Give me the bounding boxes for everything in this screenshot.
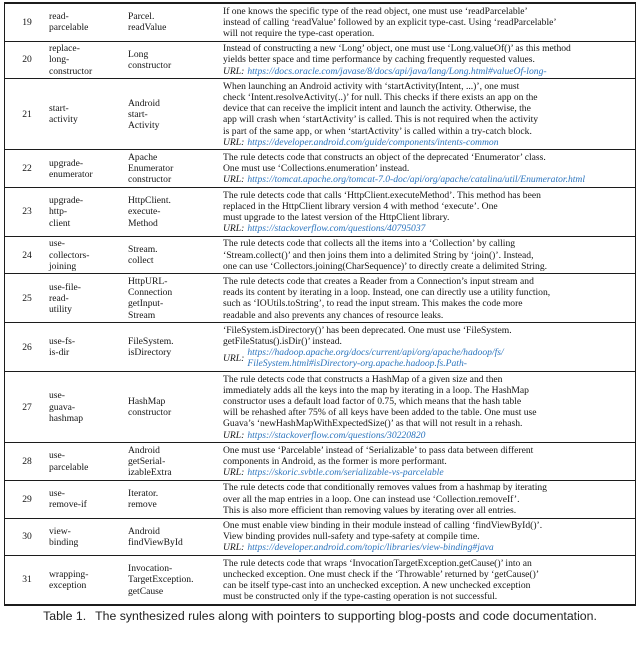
- method-name-line: Enumerator: [128, 163, 174, 175]
- rule-name-line: guava-: [49, 401, 76, 413]
- rule-name-cell: [49, 42, 128, 79]
- rule-name-cell: [49, 481, 128, 518]
- url-label: URL:: [223, 136, 245, 148]
- description-line: If one knows the specific type of the read object, one must use ‘readParcelable’: [223, 5, 528, 17]
- method-name-line: Method: [128, 217, 158, 229]
- url-link[interactable]: https://stackoverflow.com/questions/30220820: [247, 429, 426, 441]
- method-cell: [128, 4, 223, 41]
- table-caption-label: Table 1.: [43, 608, 87, 623]
- method-cell: [128, 274, 223, 322]
- url-label: URL:: [223, 467, 245, 479]
- url-link[interactable]: https://tomcat.apache.org/tomcat-7.0-doc/api/org/apache/catalina/util/Enumerator.html: [247, 174, 586, 186]
- row-number-cell: [5, 4, 49, 41]
- url-line: [223, 66, 632, 77]
- description-cell: [223, 556, 635, 604]
- url-label: URL:: [223, 352, 245, 364]
- rule-name-cell: [49, 556, 128, 604]
- method-name-line: start-: [128, 108, 148, 120]
- method-cell: [128, 556, 223, 604]
- rule-name-cell: [49, 323, 128, 371]
- method-name-line: Stream: [128, 309, 156, 321]
- description-line: must be constructed only if the type-casting operation is not successful.: [223, 591, 498, 603]
- row-number: 25: [22, 292, 32, 304]
- url-line: [223, 430, 632, 441]
- description-line: constructor uses a default load factor of 0.75, which means that the hash table: [223, 396, 522, 407]
- row-number-cell: [5, 150, 49, 187]
- method-name-line: Iterator.: [128, 488, 159, 500]
- row-number: 20: [22, 54, 32, 66]
- method-name-line: Connection: [128, 287, 173, 299]
- method-name-line: Apache: [128, 151, 158, 163]
- row-number-cell: [5, 443, 49, 480]
- rule-name-cell: [49, 79, 128, 149]
- method-name-line: constructor: [128, 174, 172, 186]
- description-line: The rule detects code that calls ‘HttpClient.executeMethod’. This method has been: [223, 189, 541, 201]
- rule-name-cell: [49, 150, 128, 187]
- row-number: 31: [22, 574, 32, 586]
- url-link-stack: [247, 347, 503, 369]
- description-line: check ‘Intent.resolveActivity(..)’ for null. This checks if there exists an app on the: [223, 91, 538, 103]
- row-number-cell: [5, 519, 49, 556]
- url-label: URL:: [223, 542, 245, 554]
- row-number-cell: [5, 42, 49, 79]
- description-line: One must use ‘Parcelable’ instead of ‘Serializable’ to pass data between different: [223, 444, 534, 456]
- table-caption: [0, 609, 640, 623]
- description-line: reads its content by iterating in a loop. Instead, one can directly use a utility function,: [223, 287, 551, 299]
- method-name-line: constructor: [128, 407, 172, 419]
- description-line: app will crash when ‘startActivity’ is called. This is not required when the activity: [223, 114, 539, 126]
- description-line: ‘FileSystem.isDirectory()’ has been deprecated. One must use ‘FileSystem.: [223, 324, 512, 336]
- description-line: yields better space and time performance by caching frequently requested values.: [223, 54, 535, 66]
- table-row: [5, 150, 635, 188]
- method-cell: [128, 481, 223, 518]
- table-row: [5, 481, 635, 519]
- description-line: unchecked exception. One must check if the ‘Throwable’ returned by ‘getCause()’: [223, 568, 540, 580]
- description-line: is part of the same app, or when ‘startActivity’ is called within a try-catch block.: [223, 125, 532, 137]
- table-row: [5, 79, 635, 150]
- table-row: [5, 519, 635, 557]
- rule-name-line: use-: [49, 238, 65, 250]
- rule-name-line: read-: [49, 11, 69, 23]
- rule-name-line: constructor: [49, 65, 93, 77]
- description-line: The rule detects code that conditionally removes values from a hashmap by iterating: [223, 482, 547, 494]
- description-line: ‘Stream.collect()’ and then joins them into a delimited String by ‘join()’. Instead,: [223, 249, 534, 261]
- method-name-line: findViewById: [128, 536, 183, 548]
- rule-name-line: activity: [49, 114, 78, 126]
- row-number: 19: [22, 16, 32, 28]
- url-link[interactable]: https://skoric.svbtle.com/serializable-vs-parcelable: [247, 467, 444, 479]
- row-number-cell: [5, 237, 49, 274]
- method-name-line: getInput-: [128, 298, 164, 310]
- description-line: immediately adds all the keys into the map by iterating in a loop. The HashMap: [223, 384, 529, 396]
- description-cell: [223, 42, 635, 79]
- method-cell: [128, 150, 223, 187]
- table-row: [5, 323, 635, 372]
- rule-name-line: client: [49, 217, 71, 229]
- description-cell: [223, 188, 635, 236]
- method-name-line: Invocation-: [128, 563, 173, 575]
- method-name-line: getCause: [128, 585, 164, 597]
- url-link[interactable]: https://developer.android.com/guide/components/intents-common: [247, 136, 499, 148]
- table-row: [5, 372, 635, 443]
- description-line: The rule detects code that constructs an object of the deprecated ‘Enumerator’ class.: [223, 151, 546, 163]
- url-line: [223, 223, 632, 234]
- description-line: getFileStatus().isDir()’ instead.: [223, 335, 342, 347]
- method-cell: [128, 443, 223, 480]
- rule-name-line: hashmap: [49, 412, 84, 424]
- method-cell: [128, 519, 223, 556]
- rule-name-line: use-: [49, 450, 65, 462]
- description-cell: [223, 372, 635, 442]
- url-label: URL:: [223, 429, 245, 441]
- row-number: 23: [22, 206, 32, 218]
- table-row: [5, 4, 635, 42]
- description-line: replaced in the HttpClient library version 4 with method ‘execute’. One: [223, 200, 498, 212]
- description-line: components in Android, as the former is more performant.: [223, 456, 447, 468]
- method-name-line: constructor: [128, 59, 172, 71]
- table-row: [5, 443, 635, 481]
- description-line: View binding provides null-safety and type-safety at compile time.: [223, 531, 480, 543]
- method-name-line: Android: [128, 525, 160, 537]
- rule-name-line: parcelable: [49, 22, 89, 34]
- description-line: Instead of constructing a new ‘Long’ object, one must use ‘Long.valueOf()’ as this method: [223, 43, 571, 55]
- url-label: URL:: [223, 223, 245, 235]
- rule-name-line: use-: [49, 488, 65, 500]
- rule-name-cell: [49, 519, 128, 556]
- rule-name-line: is-dir: [49, 347, 70, 359]
- method-name-line: Long: [128, 48, 149, 60]
- method-name-line: Activity: [128, 119, 160, 131]
- row-number: 22: [22, 163, 32, 175]
- method-name-line: TargetException.: [128, 574, 194, 586]
- rule-name-line: upgrade-: [49, 195, 84, 207]
- url-link[interactable]: https://stackoverflow.com/questions/40795037: [247, 223, 426, 235]
- description-line: such as ‘IOUtils.toString’, to read the input stream. This makes the code more: [223, 298, 523, 310]
- rule-name-line: upgrade-: [49, 157, 84, 169]
- rule-name-line: enumerator: [49, 168, 93, 180]
- method-cell: [128, 237, 223, 274]
- rule-name-line: collectors-: [49, 249, 90, 261]
- method-name-line: HttpURL-: [128, 275, 168, 287]
- url-multiline: [223, 347, 632, 369]
- description-line: over all the map entries in a loop. One can instead use ‘Collection.removeIf’.: [223, 493, 520, 505]
- row-number: 27: [22, 401, 32, 413]
- url-label: URL:: [223, 174, 245, 186]
- row-number: 29: [22, 493, 32, 505]
- method-name-line: Android: [128, 97, 160, 109]
- rules-table: [4, 2, 636, 606]
- description-line: one can use ‘Collectors.joining(CharSequence)’ to directly create a delimited String.: [223, 260, 548, 272]
- row-number-cell: [5, 481, 49, 518]
- row-number-cell: [5, 79, 49, 149]
- rule-name-line: parcelable: [49, 461, 89, 473]
- rule-name-line: read-: [49, 292, 69, 304]
- rule-name-line: long-: [49, 54, 70, 66]
- row-number: 28: [22, 456, 32, 468]
- method-name-line: izableExtra: [128, 467, 172, 479]
- description-line: The rule detects code that constructs a HashMap of a given size and then: [223, 373, 503, 385]
- description-line: will be rehashed after 75% of all keys have been added to the table. One must use: [223, 407, 537, 419]
- description-cell: [223, 443, 635, 480]
- row-number: 24: [22, 249, 32, 261]
- rule-name-line: http-: [49, 206, 68, 218]
- description-line: device that can receive the implicit intent and launch the activity. Otherwise, the: [223, 103, 531, 115]
- rule-name-line: use-file-: [49, 281, 81, 293]
- rule-name-cell: [49, 443, 128, 480]
- url-link[interactable]: https://developer.android.com/topic/libraries/view-binding#java: [247, 542, 494, 554]
- description-cell: [223, 150, 635, 187]
- row-number: 21: [22, 108, 32, 120]
- description-cell: [223, 79, 635, 149]
- method-name-line: FileSystem.: [128, 335, 174, 347]
- description-cell: [223, 4, 635, 41]
- url-line: [223, 174, 632, 185]
- method-name-line: getSerial-: [128, 456, 166, 468]
- url-line: [223, 137, 632, 148]
- description-line: readable and also prevents any chances of resource leaks.: [223, 309, 444, 321]
- rule-name-line: joining: [49, 260, 77, 272]
- description-line: can be itself type-cast into an unchecked exception. A new unchecked exception: [223, 580, 531, 592]
- rule-name-cell: [49, 372, 128, 442]
- url-link[interactable]: https://docs.oracle.com/javase/8/docs/api/java/lang/Long.html#valueOf-long-: [247, 65, 547, 77]
- row-number-cell: [5, 556, 49, 604]
- rule-name-cell: [49, 237, 128, 274]
- method-name-line: readValue: [128, 22, 167, 34]
- method-name-line: HttpClient.: [128, 195, 171, 207]
- table-row: [5, 274, 635, 323]
- method-name-line: Android: [128, 444, 160, 456]
- description-line: instead of calling ‘readValue’ followed by an explicit type-cast. Using ‘readParcelable’: [223, 16, 557, 28]
- table-row: [5, 188, 635, 237]
- method-name-line: execute-: [128, 206, 161, 218]
- table-caption-text: The synthesized rules along with pointers to supporting blog-posts and code documentation.: [95, 608, 597, 623]
- rule-name-line: start-: [49, 103, 69, 115]
- method-name-line: Parcel.: [128, 11, 155, 23]
- description-line: One must enable view binding in their module instead of calling ‘findViewById()’.: [223, 520, 543, 532]
- table-row: [5, 237, 635, 275]
- rule-name-line: utility: [49, 303, 72, 315]
- rule-name-line: use-: [49, 390, 65, 402]
- row-number-cell: [5, 274, 49, 322]
- rule-name-cell: [49, 188, 128, 236]
- method-cell: [128, 323, 223, 371]
- method-name-line: collect: [128, 255, 154, 267]
- description-line: The rule detects code that wraps ‘InvocationTargetException.getCause()’ into an: [223, 557, 532, 569]
- description-cell: [223, 323, 635, 371]
- method-cell: [128, 42, 223, 79]
- url-link[interactable]: FileSystem.html#isDirectory-org.apache.hadoop.fs.Path-: [247, 358, 467, 370]
- rule-name-line: binding: [49, 536, 79, 548]
- method-name-line: remove: [128, 499, 157, 511]
- description-line: must upgrade to the latest version of the HttpClient library.: [223, 211, 450, 223]
- url-line: [223, 467, 632, 478]
- description-cell: [223, 481, 635, 518]
- description-line: One must use ‘Collections.enumeration’ instead.: [223, 163, 410, 175]
- rule-name-line: replace-: [49, 43, 80, 55]
- method-name-line: isDirectory: [128, 347, 172, 359]
- row-number-cell: [5, 323, 49, 371]
- description-cell: [223, 274, 635, 322]
- method-cell: [128, 188, 223, 236]
- url-label: URL:: [223, 65, 245, 77]
- method-cell: [128, 372, 223, 442]
- method-name-line: HashMap: [128, 396, 166, 407]
- url-line: [223, 542, 632, 553]
- rule-name-cell: [49, 4, 128, 41]
- description-cell: [223, 519, 635, 556]
- description-line: Guava’s ‘newHashMapWithExpectedSize()’ as that will not result in a rehash.: [223, 418, 523, 430]
- description-line: When launching an Android activity with ‘startActivity(Intent, ...)’, one must: [223, 80, 520, 92]
- row-number-cell: [5, 372, 49, 442]
- description-line: The rule detects code that collects all the items into a ‘Collection’ by calling: [223, 238, 516, 250]
- description-line: will not require the type-cast operation.: [223, 27, 375, 39]
- rule-name-line: view-: [49, 525, 71, 537]
- rule-name-line: exception: [49, 580, 87, 592]
- description-line: This is also more efficient than removing values by iterating over all entries.: [223, 504, 517, 516]
- rule-name-line: use-fs-: [49, 335, 76, 347]
- rule-name-cell: [49, 274, 128, 322]
- rule-name-line: remove-if: [49, 499, 87, 511]
- method-name-line: Stream.: [128, 243, 158, 255]
- description-cell: [223, 237, 635, 274]
- row-number-cell: [5, 188, 49, 236]
- table-row: [5, 556, 635, 604]
- table-row: [5, 42, 635, 80]
- row-number: 26: [22, 341, 32, 353]
- rule-name-line: wrapping-: [49, 568, 89, 580]
- description-line: The rule detects code that creates a Reader from a Connection’s input stream and: [223, 275, 534, 287]
- url-link[interactable]: https://hadoop.apache.org/docs/current/api/org/apache/hadoop/fs/: [247, 347, 504, 359]
- method-cell: [128, 79, 223, 149]
- row-number: 30: [22, 531, 32, 543]
